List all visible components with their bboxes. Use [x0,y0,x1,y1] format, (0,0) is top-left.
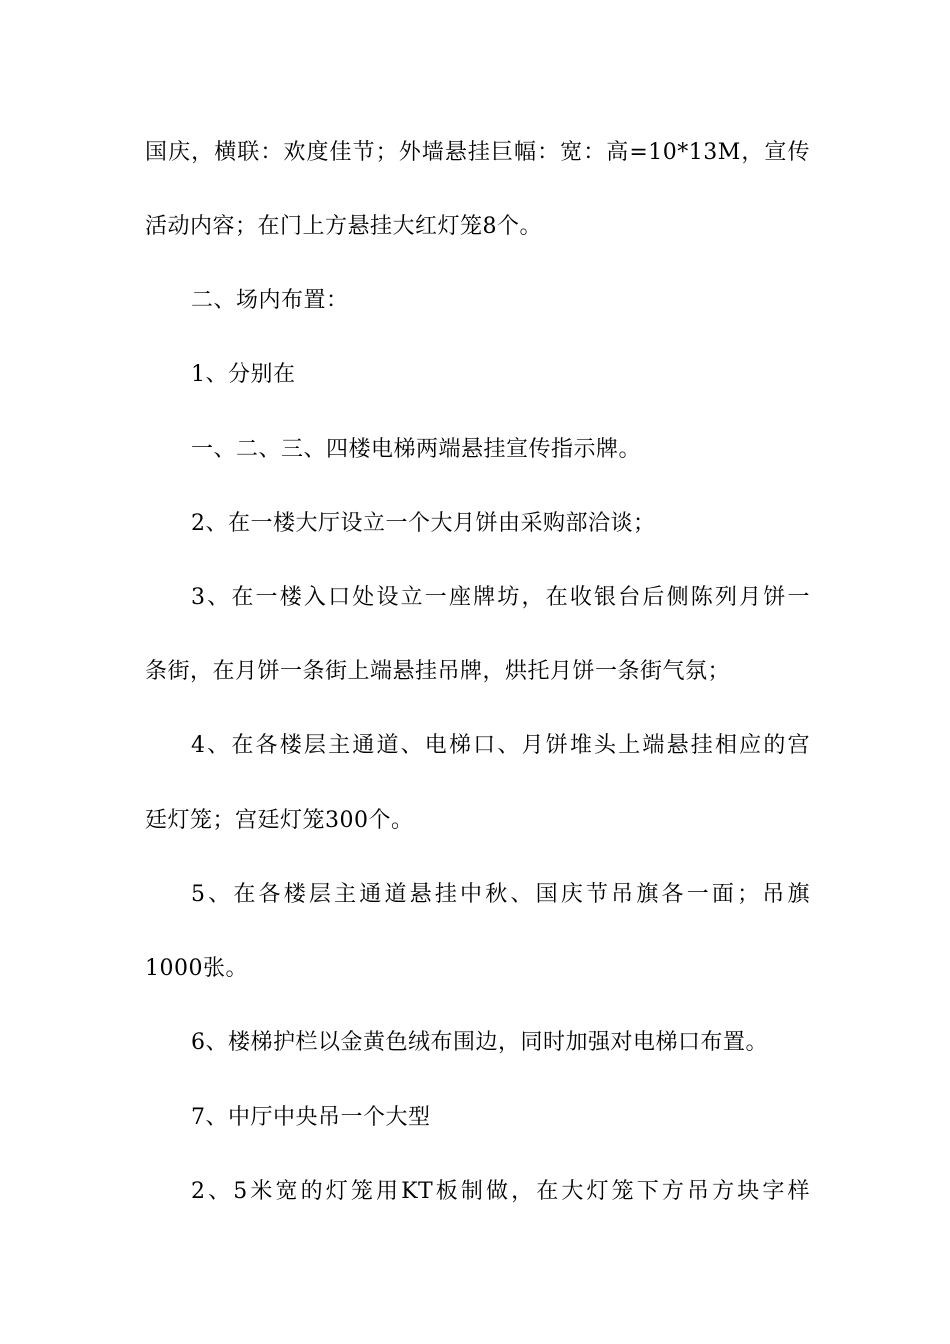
text-line-15: 2、5米宽的灯笼用KT板制做，在大灯笼下方吊方块字样 [191,1179,810,1204]
text-line-6: 2、在一楼大厅设立一个大月饼由采购部洽谈； [191,511,656,536]
text-line-7: 3、在一楼入口处设立一座牌坊，在收银台后侧陈列月饼一 [191,585,810,610]
text-line-1: 国庆，横联：欢度佳节；外墙悬挂巨幅：宽：高=10*13M，宣传 [145,140,810,165]
text-line-2: 活动内容；在门上方悬挂大红灯笼8个。 [145,214,542,239]
text-line-14: 7、中厅中央吊一个大型 [191,1105,431,1130]
text-line-8: 条街，在月饼一条街上端悬挂吊牌，烘托月饼一条街气氛； [145,659,731,684]
text-line-9: 4、在各楼层主通道、电梯口、月饼堆头上端悬挂相应的宫 [191,733,810,758]
text-line-4: 1、分别在 [191,362,296,387]
text-line-11: 5、在各楼层主通道悬挂中秋、国庆节吊旗各一面；吊旗 [191,882,810,907]
text-line-10: 廷灯笼；宫廷灯笼300个。 [145,808,414,833]
text-line-12: 1000张。 [145,956,248,981]
text-line-5: 一、二、三、四楼电梯两端悬挂宣传指示牌。 [191,437,642,462]
section-heading: 二、场内布置： [191,288,349,313]
text-line-13: 6、楼梯护栏以金黄色绒布围边，同时加强对电梯口布置。 [191,1030,768,1055]
